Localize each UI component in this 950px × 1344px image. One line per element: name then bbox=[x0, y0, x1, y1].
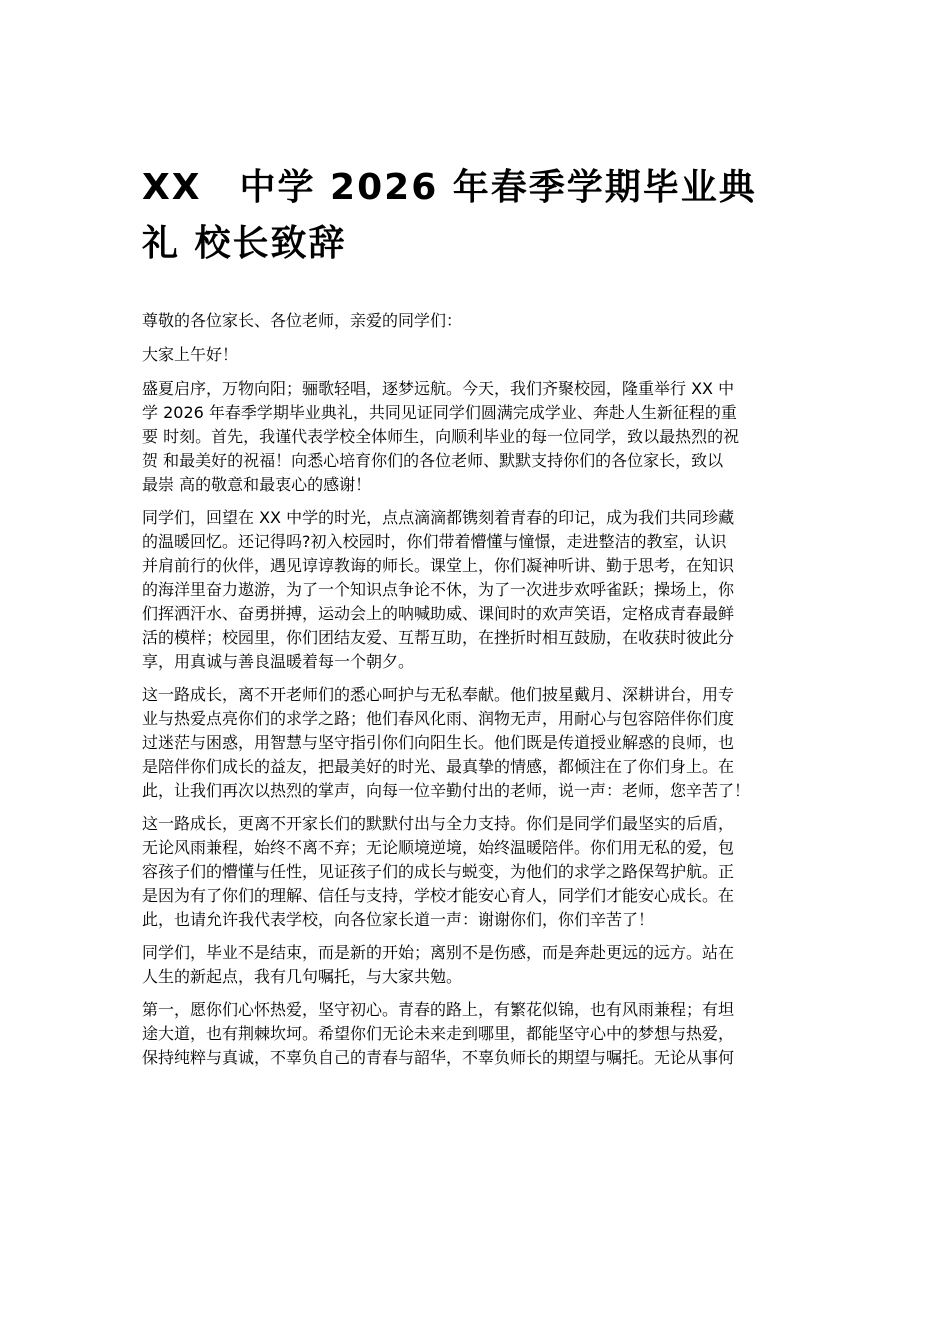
text-line: 是因为有了你们的理解、信任与支持，学校才能安心育人，同学们才能安心成长。在 bbox=[142, 886, 735, 905]
body-paragraph bbox=[142, 683, 842, 803]
text-line: 人生的新起点，我有几句嘱托，与大家共勉。 bbox=[142, 967, 463, 986]
text-line: 活的模样；校园里，你们团结友爱、互帮互助，在挫折时相互鼓励，在收获时彼此分 bbox=[142, 628, 735, 647]
title-line: XX 中学 2026 年春季学期毕业典 bbox=[142, 167, 757, 208]
text-line: 这一路成长，离不开老师们的悉心呵护与无私奉献。他们披星戴月、深耕讲台，用专 bbox=[142, 685, 735, 704]
title-line: 礼 校长致辞 bbox=[142, 223, 347, 264]
salutation-paragraph bbox=[142, 309, 842, 333]
text-line: 同学们，回望在 XX 中学的时光，点点滴滴都镌刻着青春的印记，成为我们共同珍藏 bbox=[142, 508, 735, 527]
text-line: 最崇 高的敬意和最衷心的感谢！ bbox=[142, 475, 372, 494]
text-line: 并肩前行的伙伴，遇见谆谆教诲的师长。课堂上，你们凝神听讲、勤于思考，在知识 bbox=[142, 556, 735, 575]
text-line: 享，用真诚与善良温暖着每一个朝夕。 bbox=[142, 652, 415, 671]
text-line: 此，让我们再次以热烈的掌声，向每一位辛勤付出的老师，说一声：老师，您辛苦了！ bbox=[142, 781, 751, 800]
text-line: 保持纯粹与真诚，不辜负自己的青春与韶华，不辜负师长的期望与嘱托。无论从事何 bbox=[142, 1048, 735, 1067]
body-paragraph bbox=[142, 941, 842, 989]
text-line: 盛夏启序，万物向阳；骊歌轻唱，逐梦远航。今天，我们齐聚校园，隆重举行 XX 中 bbox=[142, 379, 735, 398]
text-line: 尊敬的各位家长、各位老师，亲爱的同学们： bbox=[142, 311, 463, 330]
text-line: 学 2026 年春季学期毕业典礼，共同见证同学们圆满完成学业、奔赴人生新征程的重 bbox=[142, 403, 737, 422]
text-line: 的温暖回忆。还记得吗?初入校园时，你们带着懵懂与憧憬，走进整洁的教室，认识 bbox=[142, 532, 727, 551]
document-title bbox=[142, 160, 802, 272]
text-line: 贺 和最美好的祝福！向悉心培育你们的各位老师、默默支持你们的各位家长，致以 bbox=[142, 451, 724, 470]
text-line: 途大道，也有荆棘坎坷。希望你们无论未来走到哪里，都能坚守心中的梦想与热爱， bbox=[142, 1024, 735, 1043]
text-line: 过迷茫与困惑，用智慧与坚守指引你们向阳生长。他们既是传道授业解惑的良师，也 bbox=[142, 733, 735, 752]
text-line: 无论风雨兼程，始终不离不弃；无论顺境逆境，始终温暖陪伴。你们用无私的爱，包 bbox=[142, 838, 735, 857]
greeting-paragraph bbox=[142, 343, 842, 367]
text-line: 容孩子们的懵懂与任性，见证孩子们的成长与蜕变，为他们的求学之路保驾护航。正 bbox=[142, 862, 735, 881]
text-line: 同学们，毕业不是结束，而是新的开始；离别不是伤感，而是奔赴更远的远方。站在 bbox=[142, 943, 735, 962]
text-line: 的海洋里奋力遨游，为了一个知识点争论不休，为了一次进步欢呼雀跃；操场上，你 bbox=[142, 580, 735, 599]
document-body bbox=[142, 309, 842, 1079]
text-line: 此，也请允许我代表学校，向各位家长道一声：谢谢你们，你们辛苦了！ bbox=[142, 910, 655, 929]
text-line: 是陪伴你们成长的益友，把最美好的时光、最真挚的情感，都倾注在了你们身上。在 bbox=[142, 757, 735, 776]
text-line: 业与热爱点亮你们的求学之路；他们春风化雨、润物无声，用耐心与包容陪伴你们度 bbox=[142, 709, 735, 728]
text-line: 大家上午好！ bbox=[142, 345, 239, 364]
text-line: 第一，愿你们心怀热爱，坚守初心。青春的路上，有繁花似锦，也有风雨兼程；有坦 bbox=[142, 1000, 735, 1019]
body-paragraph bbox=[142, 998, 842, 1070]
body-paragraph bbox=[142, 812, 842, 932]
text-line: 这一路成长，更离不开家长们的默默付出与全力支持。你们是同学们最坚实的后盾， bbox=[142, 814, 735, 833]
body-paragraph bbox=[142, 506, 842, 674]
text-line: 们挥洒汗水、奋勇拼搏，运动会上的呐喊助威、课间时的欢声笑语，定格成青春最鲜 bbox=[142, 604, 735, 623]
body-paragraph bbox=[142, 377, 842, 497]
text-line: 要 时刻。首先，我谨代表学校全体师生，向顺利毕业的每一位同学，致以最热烈的祝 bbox=[142, 427, 740, 446]
